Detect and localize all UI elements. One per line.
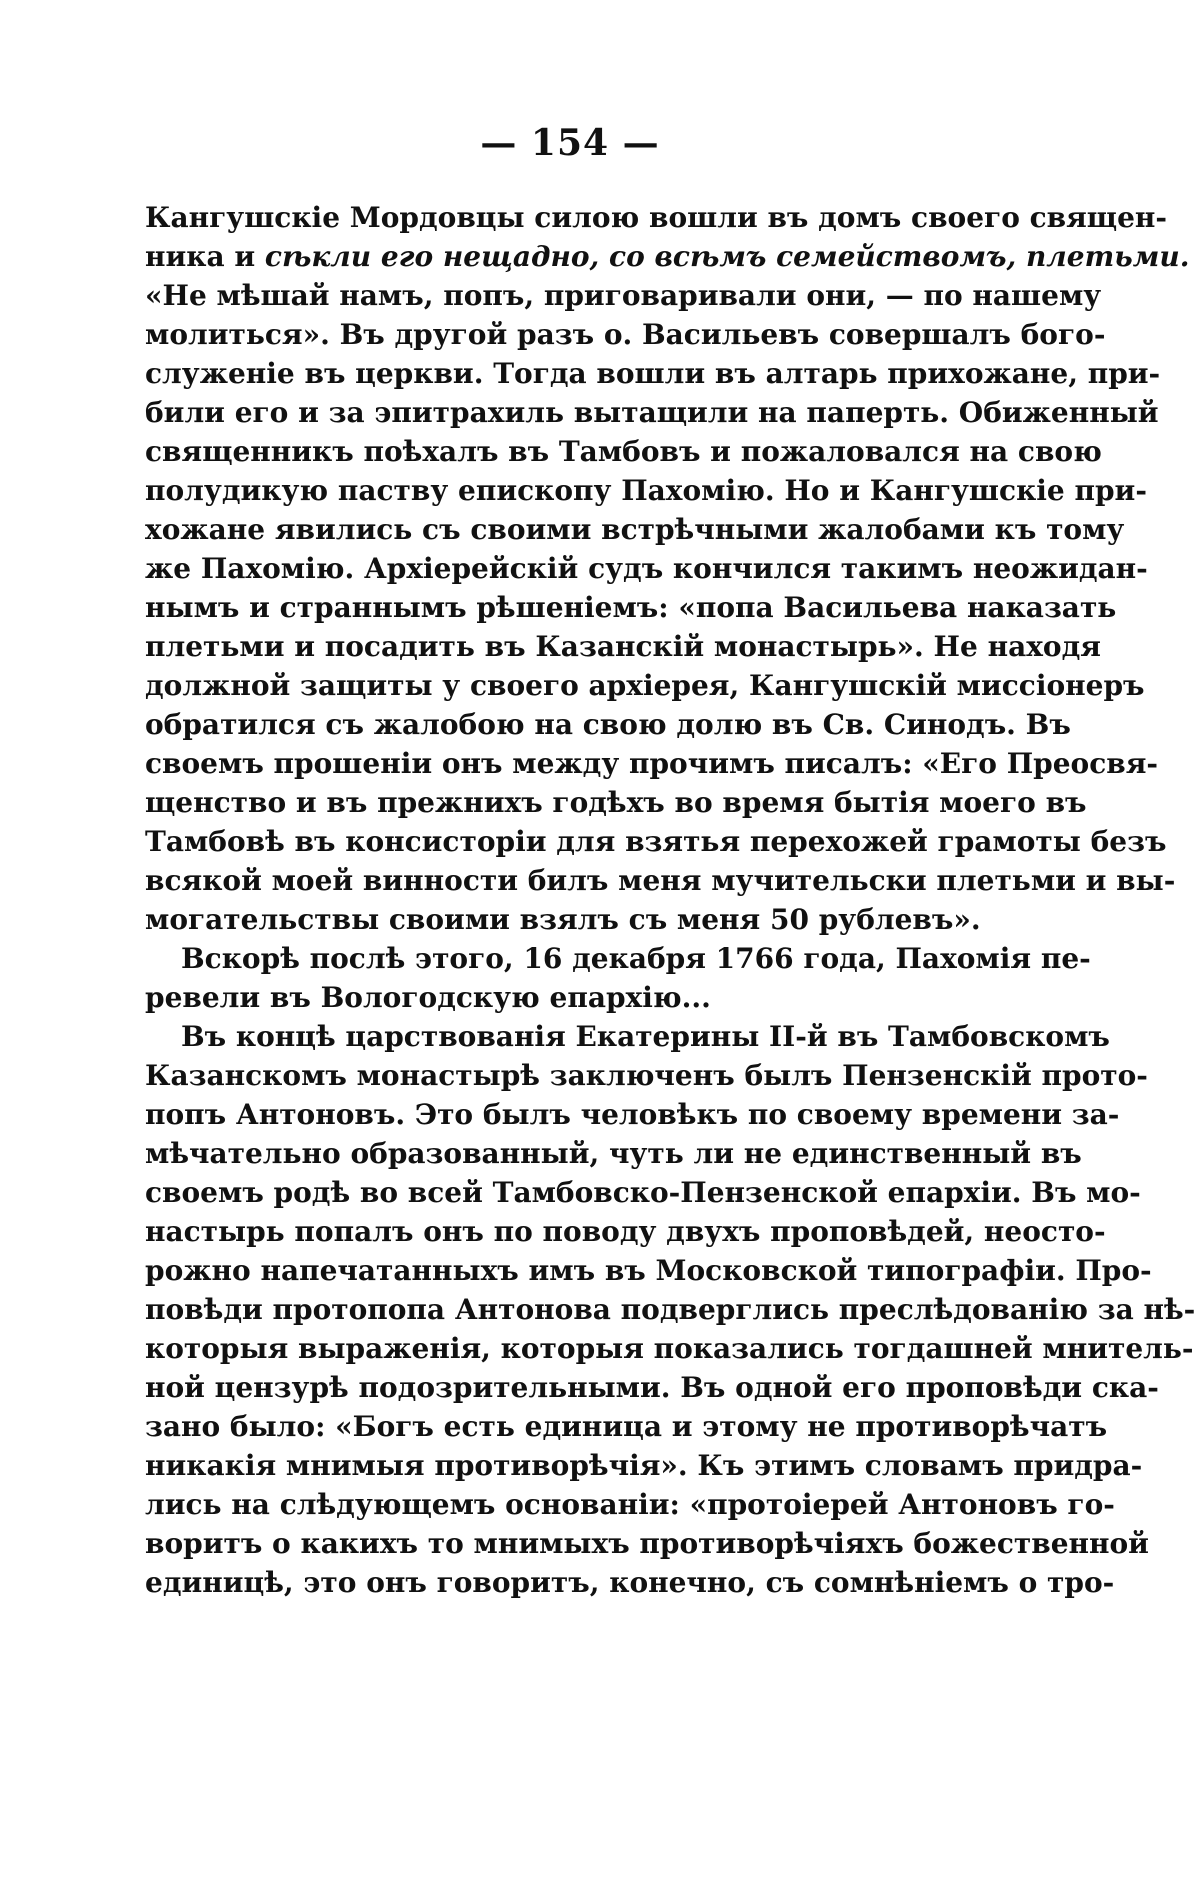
text-line: рожно напечатанныхъ имъ въ Московской типографіи. Про- [145, 1254, 1152, 1287]
page-number: — 154 — [480, 122, 660, 164]
text-line: Казанскомъ монастырѣ заключенъ былъ Пензенскій прото- [145, 1059, 1148, 1092]
text-line: мѣчательно образованный, чуть ли не единственный въ [145, 1137, 1082, 1170]
text-line: лись на слѣдующемъ основаніи: «протоіерей Антоновъ го- [145, 1488, 1115, 1521]
text-line: ревели въ Вологодскую епархію... [145, 981, 711, 1014]
text-line: же Пахомію. Архіерейскій судъ кончился такимъ неожидан- [145, 552, 1148, 585]
text-line: служеніе въ церкви. Тогда вошли въ алтарь прихожане, при- [145, 357, 1161, 390]
text-line: били его и за эпитрахиль вытащили на паперть. Обиженный [145, 396, 1159, 429]
text-line: хожане явились съ своими встрѣчными жалобами къ тому [145, 513, 1125, 546]
text-line: Въ концѣ царствованія Екатерины II-й въ Тамбовскомъ [181, 1020, 1110, 1053]
paragraph [145, 939, 1091, 1017]
text-line: должной защиты у своего архіерея, Кангушскій миссіонеръ [145, 669, 1145, 702]
text-line: единицѣ, это онъ говоритъ, конечно, съ сомнѣніемъ о тро- [145, 1566, 1115, 1599]
text-line [145, 237, 1190, 276]
text-line: обратился съ жалобою на свою долю въ Св. Синодъ. Въ [145, 708, 1071, 741]
text-span: ника и [145, 240, 265, 273]
text-line: всякой моей винности билъ меня мучительски плетьми и вы- [145, 864, 1176, 897]
text-line: Кангушскіе Мордовцы силою вошли въ домъ своего священ- [145, 201, 1168, 234]
text-line: «Не мѣшай намъ, попъ, приговаривали они, — по нашему [145, 279, 1102, 312]
text-line: нымъ и страннымъ рѣшеніемъ: «попа Васильева наказать [145, 591, 1117, 624]
text-line: плетьми и посадить въ Казанскій монастырь». Не находя [145, 630, 1101, 663]
text-line: священникъ поѣхалъ въ Тамбовъ и пожаловался на свою [145, 435, 1102, 468]
text-line: попъ Антоновъ. Это былъ человѣкъ по своему времени за- [145, 1098, 1120, 1131]
text-line: никакія мнимыя противорѣчія». Къ этимъ словамъ придра- [145, 1449, 1143, 1482]
text-line: могательствы своими взялъ съ меня 50 рублевъ». [145, 903, 981, 936]
text-line: молиться». Въ другой разъ о. Васильевъ совершалъ бого- [145, 318, 1106, 351]
paragraph [145, 1017, 1195, 1602]
text-line: ной цензурѣ подозрительными. Въ одной его проповѣди ска- [145, 1371, 1159, 1404]
italic-text: сѣкли его нещадно, со всѣмъ семействомъ, плетьми. [264, 240, 1190, 273]
text-line: зано было: «Богъ есть единица и этому не противорѣчатъ [145, 1410, 1108, 1443]
paragraph [145, 198, 1190, 939]
text-line: Тамбовѣ въ консисторіи для взятья перехожей грамоты безъ [145, 825, 1167, 858]
text-line: которыя выраженія, которыя показались тогдашней мнитель- [145, 1332, 1194, 1365]
text-line: полудикую паству епископу Пахомію. Но и Кангушскіе при- [145, 474, 1147, 507]
text-line: своемъ прошеніи онъ между прочимъ писалъ: «Его Преосвя- [145, 747, 1159, 780]
text-line: повѣди протопопа Антонова подверглись преслѣдованію за нѣ- [145, 1293, 1195, 1326]
text-line: щенство и въ прежнихъ годѣхъ во время бытія моего въ [145, 786, 1087, 819]
body-text [145, 198, 1195, 1602]
text-line: воритъ о какихъ то мнимыхъ противорѣчіяхъ божественной [145, 1527, 1149, 1560]
text-line: настырь попалъ онъ по поводу двухъ проповѣдей, неосто- [145, 1215, 1106, 1248]
text-line: Вскорѣ послѣ этого, 16 декабря 1766 года, Пахомія пе- [181, 942, 1091, 975]
text-line: своемъ родѣ во всей Тамбовско-Пензенской епархіи. Въ мо- [145, 1176, 1141, 1209]
